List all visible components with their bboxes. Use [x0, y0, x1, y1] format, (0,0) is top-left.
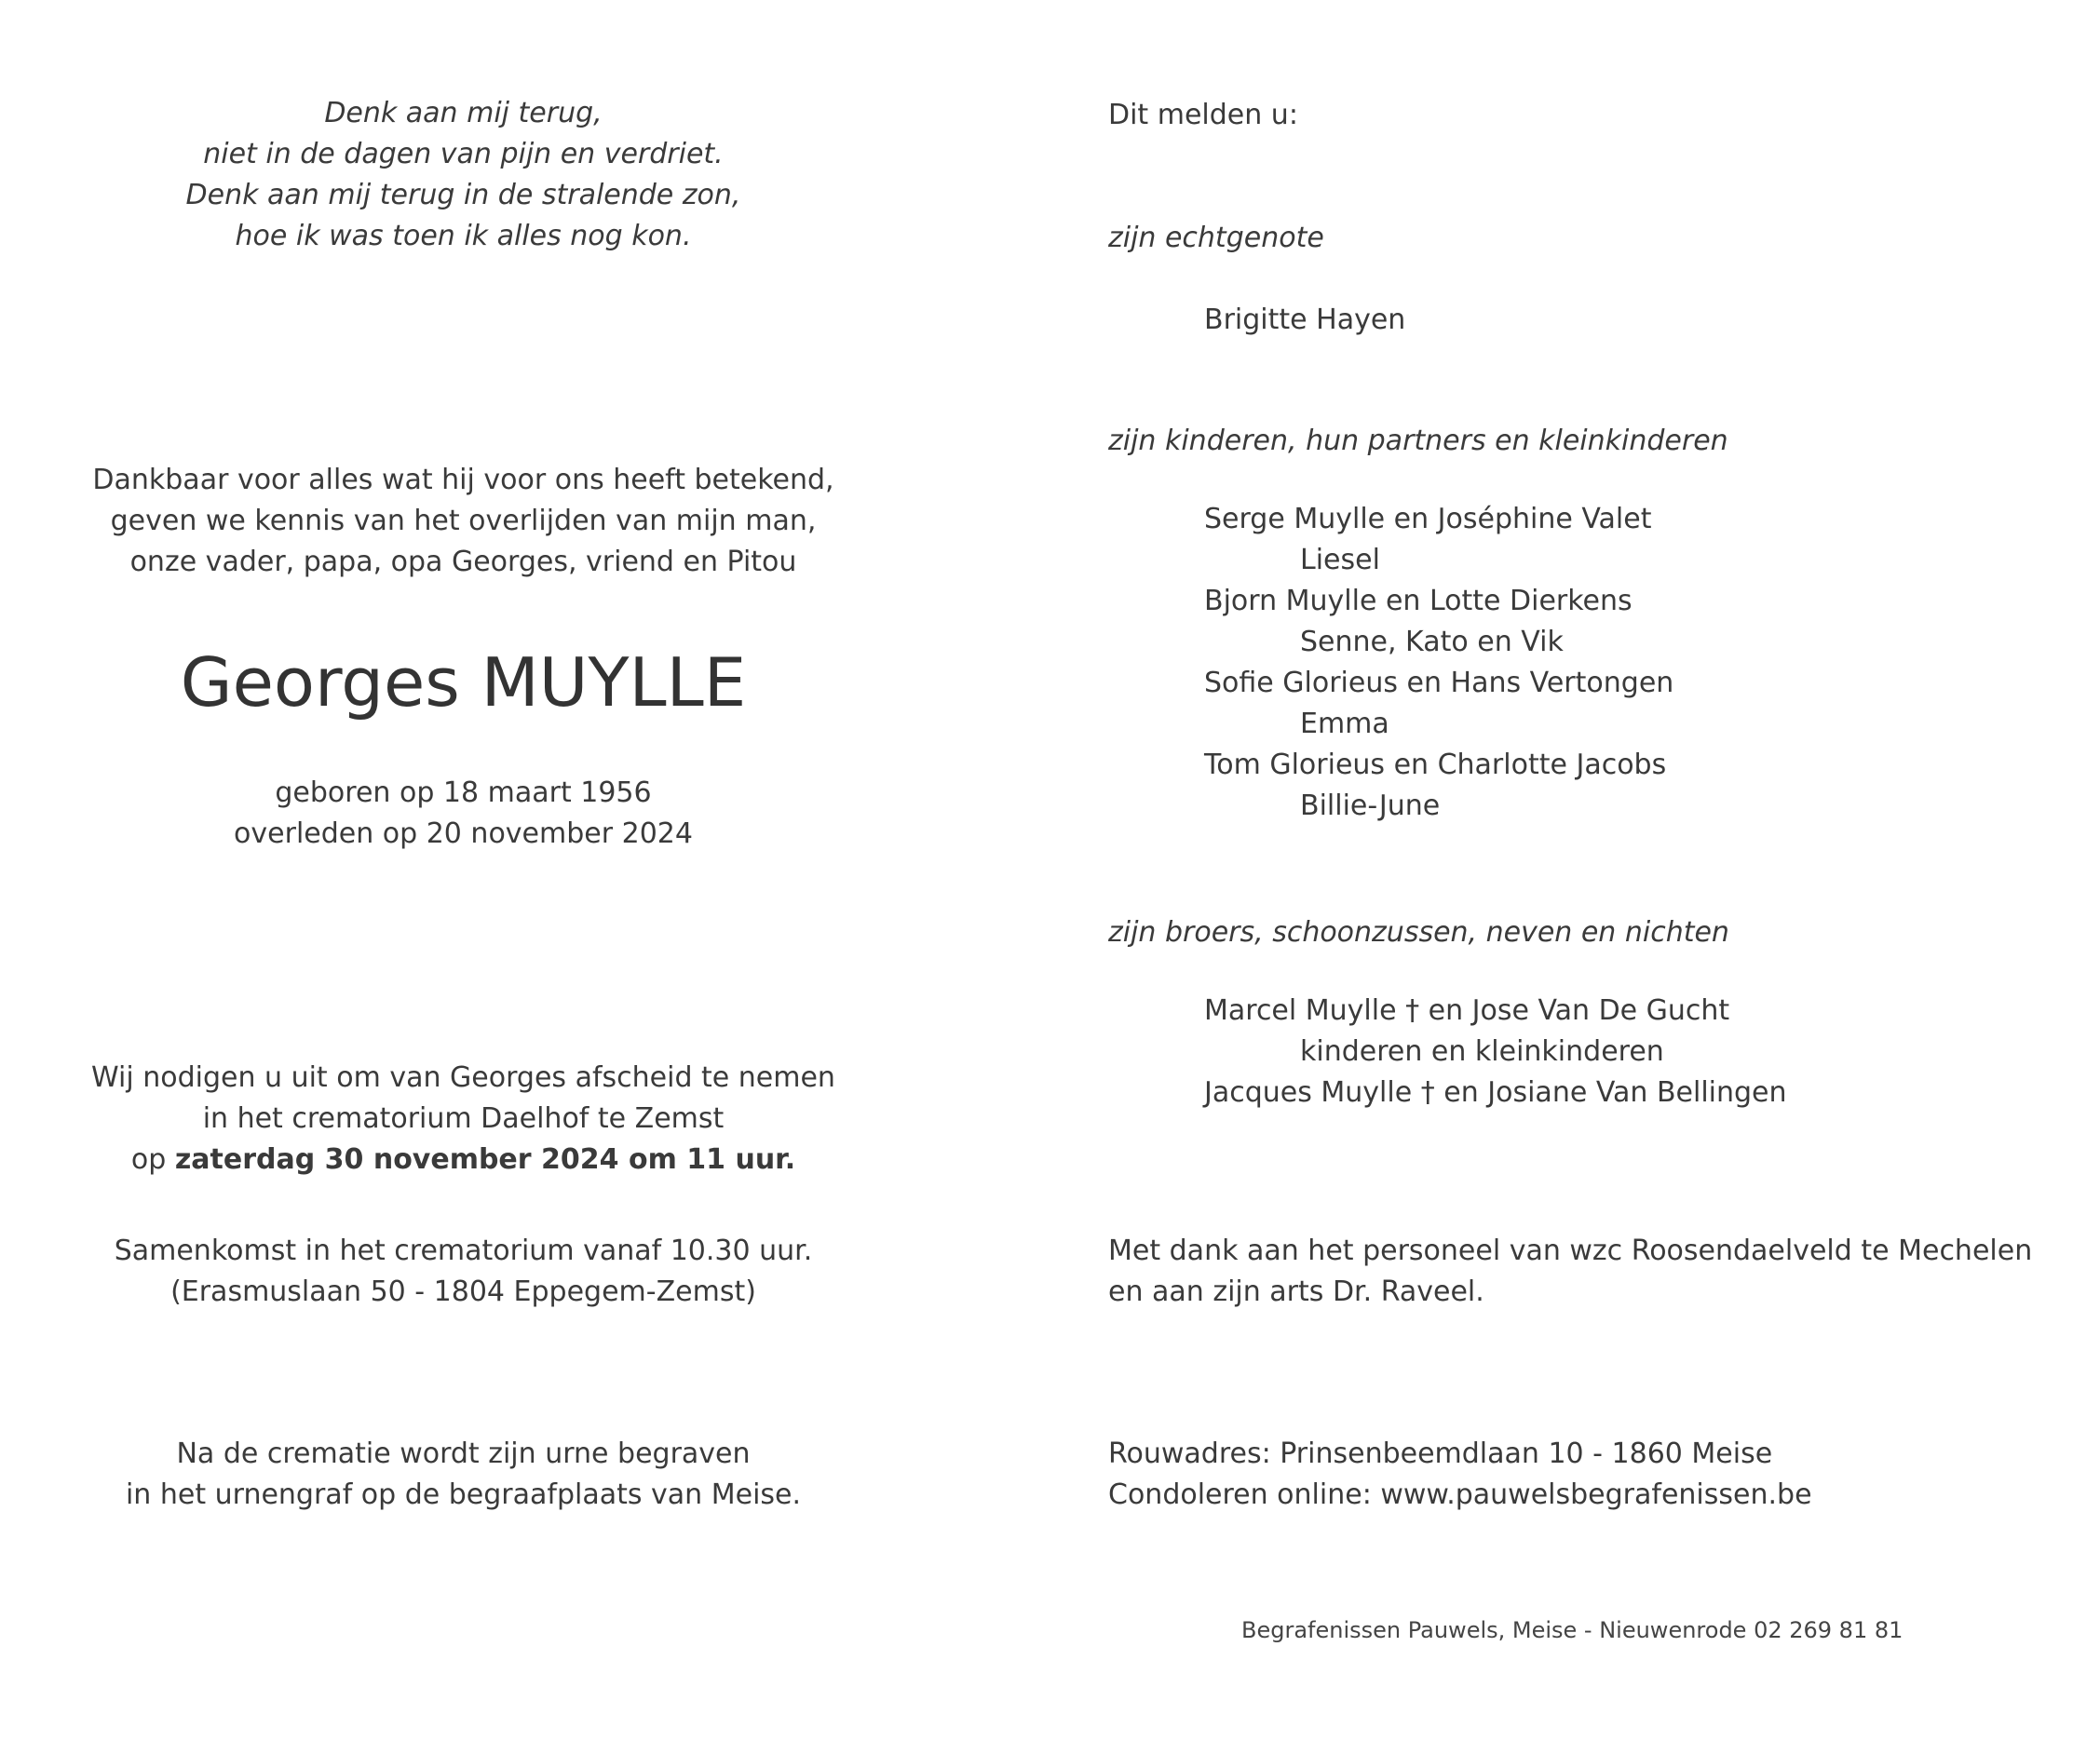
siblings-list [1204, 991, 2100, 1113]
urn-info [56, 1434, 871, 1516]
gathering-address: (Erasmuslaan 50 - 1804 Eppegem-Zemst) [170, 1275, 756, 1308]
invitation-date-line [56, 1140, 871, 1181]
siblings-label [1108, 912, 2058, 953]
funeral-home-footer: Begrafenissen Pauwels, Meise - Nieuwenrode 02 269 81 81 [1241, 1617, 1904, 1643]
poem-line: niet in de dagen van pijn en verdriet. [203, 138, 724, 170]
death-date: overleden op 20 november 2024 [234, 817, 693, 850]
thanks [1108, 1231, 2058, 1313]
invitation-line: Wij nodigen u uit om van Georges afscheid te nemen [91, 1061, 835, 1094]
invitation-line: in het crematorium Daelhof te Zemst [202, 1102, 725, 1135]
poem [56, 93, 871, 257]
announcement-line: onze vader, papa, opa Georges, vriend en Pitou [129, 546, 797, 578]
sibling-couple: Jacques Muylle † en Josiane Van Bellingen [1204, 1076, 1787, 1109]
gathering-info [56, 1231, 871, 1313]
grandchildren: Liesel [1300, 544, 1380, 576]
spouse [1204, 300, 2100, 341]
spouse-name: Brigitte Hayen [1204, 304, 1406, 336]
ceremony-date: zaterdag 30 november 2024 om 11 uur. [174, 1143, 796, 1176]
gathering-line: Samenkomst in het crematorium vanaf 10.30 uur. [114, 1235, 813, 1267]
announcement [56, 460, 871, 583]
children-label-text: zijn kinderen, hun partners en kleinkinderen [1108, 425, 1728, 457]
birth-date: geboren op 18 maart 1956 [275, 776, 652, 809]
thanks-line: en aan zijn arts Dr. Raveel. [1108, 1275, 1484, 1308]
grandchildren: Billie-June [1300, 790, 1441, 822]
urn-line: in het urnengraf op de begraafplaats van Meise. [125, 1478, 802, 1511]
contact-info [1108, 1434, 2058, 1516]
mourning-address: Rouwadres: Prinsenbeemdlaan 10 - 1860 Meise [1108, 1437, 1773, 1470]
thanks-line: Met dank aan het personeel van wzc Roosendaelveld te Mechelen [1108, 1235, 2033, 1267]
grandchildren: Emma [1300, 708, 1389, 740]
children-list [1204, 499, 2100, 827]
urn-line: Na de crematie wordt zijn urne begraven [176, 1437, 751, 1470]
grandchildren: Senne, Kato en Vik [1300, 626, 1564, 658]
invitation-date-prefix: op [130, 1143, 175, 1176]
poem-line: Denk aan mij terug in de stralende zon, [185, 179, 741, 211]
poem-line: hoe ik was toen ik alles nog kon. [235, 220, 692, 252]
family-intro [1108, 95, 2058, 136]
child-couple: Sofie Glorieus en Hans Vertongen [1204, 667, 1674, 699]
siblings-label-text: zijn broers, schoonzussen, neven en nichten [1108, 916, 1729, 949]
children-label [1108, 421, 2058, 462]
announcement-line: geven we kennis van het overlijden van mijn man, [110, 505, 817, 537]
spouse-label [1108, 218, 2058, 259]
invitation [56, 1058, 871, 1181]
spouse-label-text: zijn echtgenote [1108, 222, 1324, 254]
deceased-name: Georges MUYLLE [180, 643, 747, 722]
poem-line: Denk aan mij terug, [324, 97, 603, 129]
sibling-couple: Marcel Muylle † en Jose Van De Gucht [1204, 994, 1730, 1027]
child-couple: Serge Muylle en Joséphine Valet [1204, 503, 1652, 535]
life-dates [56, 773, 871, 855]
sibling-descendants: kinderen en kleinkinderen [1300, 1035, 1664, 1068]
condolence-link[interactable]: Condoleren online: www.pauwelsbegrafenissen.be [1108, 1478, 1812, 1511]
child-couple: Tom Glorieus en Charlotte Jacobs [1204, 749, 1667, 781]
family-intro-text: Dit melden u: [1108, 99, 1298, 131]
child-couple: Bjorn Muylle en Lotte Dierkens [1204, 585, 1633, 617]
announcement-line: Dankbaar voor alles wat hij voor ons heeft betekend, [92, 464, 834, 496]
